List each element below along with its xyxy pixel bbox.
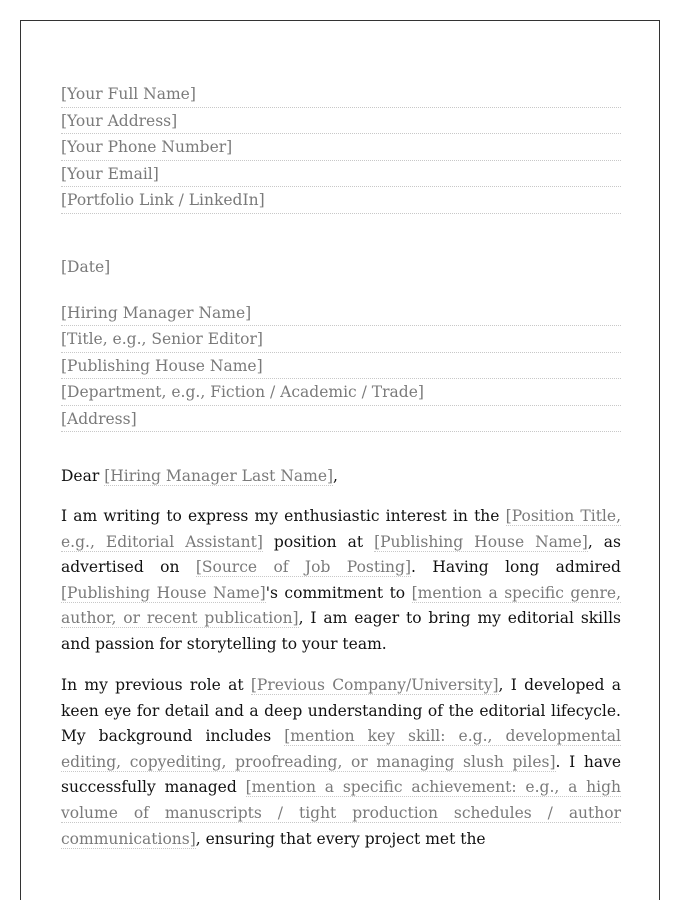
recipient-block bbox=[61, 300, 621, 433]
paragraph-1 bbox=[61, 504, 621, 658]
sender-block bbox=[61, 81, 621, 214]
p2-text-4: , ensuring that every project met the bbox=[195, 829, 486, 848]
p1-company-placeholder-2[interactable]: [Publishing House Name] bbox=[61, 583, 266, 602]
sender-portfolio[interactable]: [Portfolio Link / LinkedIn] bbox=[61, 187, 621, 214]
p2-skill-placeholder[interactable]: [mention key skill: e.g., developmental editing, copyediting, proofreading, or managing slush piles] bbox=[61, 727, 621, 771]
recipient-title[interactable]: [Title, e.g., Senior Editor] bbox=[61, 326, 621, 353]
p2-text-2: , I developed a keen eye for detail and a deep understanding of the editorial lifecycle. My background includes bbox=[61, 676, 621, 746]
salutation-prefix: Dear bbox=[61, 467, 105, 485]
p1-genre-placeholder[interactable]: [mention a specific genre, author, or recent publication] bbox=[61, 583, 621, 628]
salutation-suffix: , bbox=[333, 467, 338, 485]
p1-text-6: , I am eager to bring my editorial skills and passion for storytelling to your team. bbox=[61, 609, 622, 653]
recipient-department[interactable]: [Department, e.g., Fiction / Academic / Trade] bbox=[61, 379, 621, 406]
sender-full-name[interactable]: [Your Full Name] bbox=[61, 81, 621, 108]
letter-page bbox=[20, 20, 660, 900]
p1-text-3: , as advertised on bbox=[61, 532, 621, 577]
salutation bbox=[61, 463, 621, 489]
p1-source-placeholder[interactable]: [Source of Job Posting] bbox=[195, 558, 411, 577]
letter-date[interactable]: [Date] bbox=[61, 257, 111, 276]
p2-achievement-placeholder[interactable]: [mention a specific achievement: e.g., a high volume of manuscripts / tight production schedules / author communications] bbox=[61, 778, 622, 848]
sender-address[interactable]: [Your Address] bbox=[61, 108, 621, 135]
letter-content bbox=[61, 81, 621, 868]
p1-text-1: I am writing to express my enthusiastic interest in the bbox=[61, 507, 506, 525]
p2-text-3: . I have successfully managed bbox=[61, 752, 621, 797]
paragraph-2 bbox=[61, 673, 621, 852]
p1-text-4: . Having long admired bbox=[411, 558, 621, 577]
p1-position-placeholder[interactable]: [Position Title, e.g., Editorial Assistant] bbox=[61, 507, 621, 551]
p2-previous-company-placeholder[interactable]: [Previous Company/University] bbox=[250, 676, 499, 695]
p1-text-2: position at bbox=[262, 532, 375, 551]
recipient-address[interactable]: [Address] bbox=[61, 406, 621, 433]
recipient-company[interactable]: [Publishing House Name] bbox=[61, 353, 621, 380]
salutation-name-placeholder[interactable]: [Hiring Manager Last Name] bbox=[104, 467, 334, 485]
recipient-name[interactable]: [Hiring Manager Name] bbox=[61, 300, 621, 327]
sender-phone[interactable]: [Your Phone Number] bbox=[61, 134, 621, 161]
sender-email[interactable]: [Your Email] bbox=[61, 161, 621, 188]
p2-text-1: In my previous role at bbox=[61, 676, 251, 695]
p1-company-placeholder[interactable]: [Publishing House Name] bbox=[374, 532, 588, 551]
p1-text-5: 's commitment to bbox=[265, 583, 412, 602]
